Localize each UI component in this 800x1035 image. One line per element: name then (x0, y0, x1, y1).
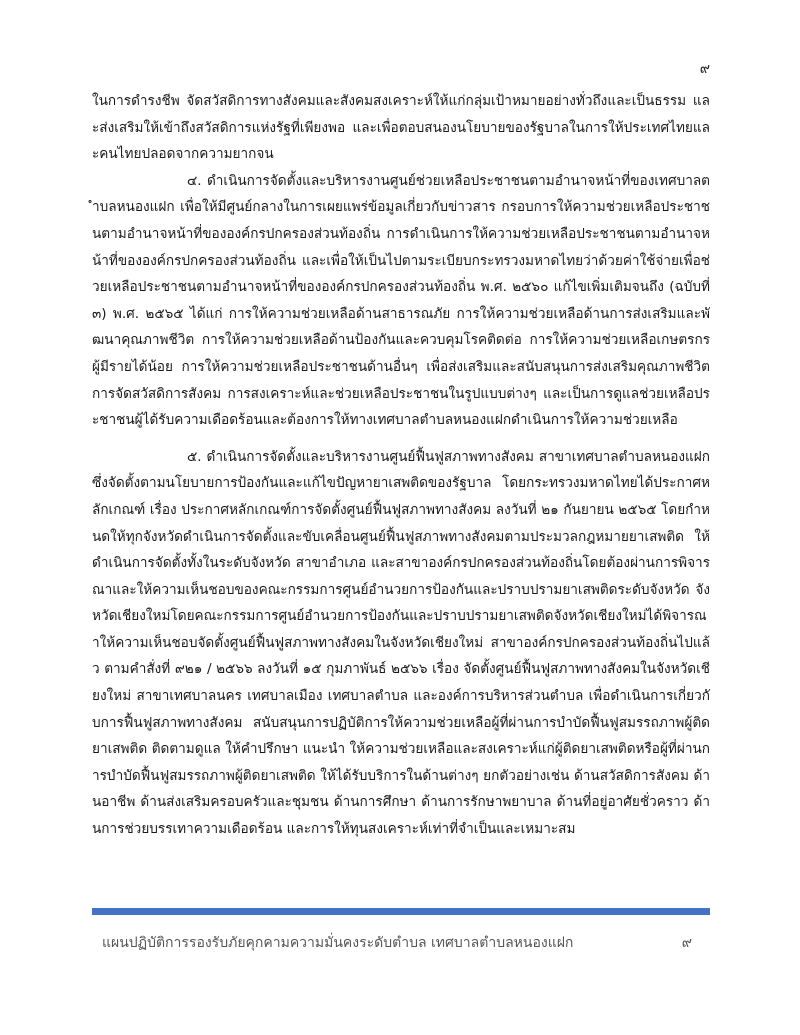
paragraph-continuation: ในการดำรงชีพ จัดสวัสดิการทางสังคมและสังคมสงเคราะห์ให้แก่กลุ่มเป้าหมายอย่างทั่วถึงและเป็นธรรม และส่งเสริมให้เข้าถึงสวัสดิการแห่งรัฐที่เพียงพอ และเพื่อตอบสนองนโยบายของรัฐบาลในการให้ประเทศไทยและคนไทยปลอดจากความยากจน (92, 93, 710, 163)
footer-page-number: ๙ (681, 935, 692, 951)
paragraph-item-4: ๔. ดำเนินการจัดตั้งและบริหารงานศูนย์ช่วยเหลือประชาชนตามอำนาจหน้าที่ของเทศบาลตำบลหนองแฝก เพื่อให้มีศูนย์กลางในการเผยแพร่ข้อมูลเกี่ยวกับข่าวสาร กรอบการให้ความช่วยเหลือประชาชนตามอำนาจหน้าที่ขององค์กรปกครองส่วนท้องถิ่น การดำเนินการให้ความช่วยเหลือประชาชนตามอำนาจหน้าที่ขององค์กรปกครองส่วนท้องถิ่น และเพื่อให้เป็นไปตามระเบียบกระทรวงมหาดไทยว่าด้วยค่าใช้จ่ายเพื่อช่วยเหลือประชาชนตามอำนาจหน้าที่ขององค์กรปกครองส่วนท้องถิ่น พ.ศ. ๒๕๖๐ แก้ไขเพิ่มเติมจนถึง (ฉบับที่๓) พ.ศ. ๒๕๖๕ ได้แก่ การให้ความช่วยเหลือด้านสาธารณภัย การให้ความช่วยเหลือด้านการส่งเสริมและพัฒนาคุณภาพชีวิต การให้ความช่วยเหลือด้านป้องกันและควบคุมโรคติดต่อ การให้ความช่วยเหลือเกษตรกรผู้มีรายได้น้อย การให้ความช่วยเหลือประชาชนด้านอื่นๆ เพื่อส่งเสริมและสนับสนุนการส่งเสริมคุณภาพชีวิต การจัดสวัสดิการสังคม การสงเคราะห์และช่วยเหลือประชาชนในรูปแบบต่างๆ และเป็นการดูแลช่วยเหลือประชาชนผู้ได้รับความเดือดร้อนและต้องการให้ทางเทศบาลตำบลหนองแฝกดำเนินการให้ความช่วยเหลือ (92, 172, 710, 429)
document-body (92, 88, 710, 843)
page-number-top: ๙ (699, 61, 710, 77)
footer-divider (92, 908, 710, 915)
paragraph-item-5: ๕. ดำเนินการจัดตั้งและบริหารงานศูนย์ฟื้นฟูสภาพทางสังคม สาขาเทศบาลตำบลหนองแฝก ซึ่งจัดตั้งตามนโยบายการป้องกันและแก้ไขปัญหายาเสพติดของรัฐบาล โดยกระทรวงมหาดไทยได้ประกาศหลักเกณฑ์ เรื่อง ประกาศหลักเกณฑ์การจัดตั้งศูนย์ฟื้นฟูสภาพทางสังคม ลงวันที่ ๒๑ กันยายน ๒๕๖๕ โดยกำหนดให้ทุกจังหวัดดำเนินการจัดตั้งและขับเคลื่อนศูนย์ฟื้นฟูสภาพทางสังคมตามประมวลกฎหมายยาเสพติด ให้ดำเนินการจัดตั้งทั้งในระดับจังหวัด สาขาอำเภอ และสาขาองค์กรปกครองส่วนท้องถิ่นโดยต้องผ่านการพิจารณาและให้ความเห็นชอบของคณะกรรมการศูนย์อำนวยการป้องกันและปราบปรามยาเสพติดระดับจังหวัด จังหวัดเชียงใหม่โดยคณะกรรมการศูนย์อำนวยการป้องกันและปราบปรามยาเสพติดจังหวัดเชียงใหม่ได้พิจารณาให้ความเห็นชอบจัดตั้งศูนย์ฟื้นฟูสภาพทางสังคมในจังหวัดเชียงใหม่ สาขาองค์กรปกครองส่วนท้องถิ่นไปแล้ว ตามคำสั่งที่ ๙๒๑ / ๒๕๖๖ ลงวันที่ ๑๕ กุมภาพันธ์ ๒๕๖๖ เรื่อง จัดตั้งศูนย์ฟื้นฟูสภาพทางสังคมในจังหวัดเชียงใหม่ สาขาเทศบาลนคร เทศบาลเมือง เทศบาลตำบล และองค์การบริหารส่วนตำบล เพื่อดำเนินการเกี่ยวกับการฟื้นฟูสภาพทางสังคม สนับสนุนการปฏิบัติการให้ความช่วยเหลือผู้ที่ผ่านการบำบัดฟื้นฟูสมรรถภาพผู้ติดยาเสพติด ติดตามดูแล ให้คำปรึกษา แนะนำ ให้ความช่วยเหลือและสงเคราะห์แก่ผู้ติดยาเสพติดหรือผู้ที่ผ่านการบำบัดฟื้นฟูสมรรถภาพผู้ติดยาเสพติด ให้ได้รับบริการในด้านต่างๆ ยกตัวอย่างเช่น ด้านสวัสดิการสังคม ด้านอาชีพ ด้านส่งเสริมครอบครัวและชุมชน ด้านการศึกษา ด้านการรักษาพยาบาล ด้านที่อยู่อาศัยชั่วคราว ด้านการช่วยบรรเทาความเดือดร้อน และการให้ทุนสงเคราะห์เท่าที่จำเป็นและเหมาะสม (92, 448, 710, 838)
footer-title: แผนปฏิบัติการรองรับภัยคุกคามความมั่นคงระดับตำบล เทศบาลตำบลหนองแฝก (102, 935, 574, 951)
